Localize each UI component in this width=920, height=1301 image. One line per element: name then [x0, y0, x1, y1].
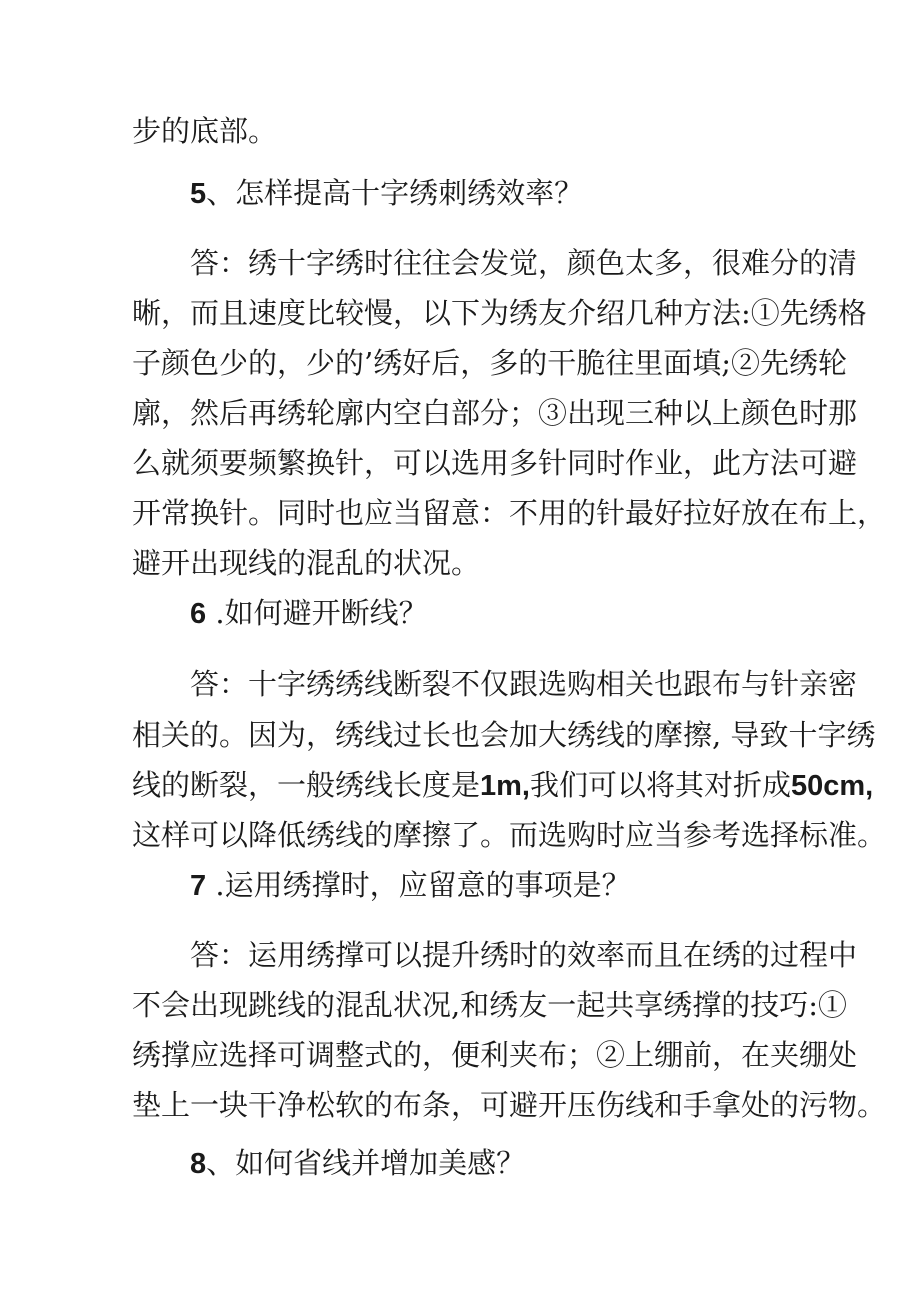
- question-6-heading: [190, 588, 812, 638]
- q7-answer-line-3: 绣撑应选择可调整式的，便利夹布；②上绷前，在夹绷处: [132, 1038, 858, 1072]
- q6-line3-part-c: 我们可以将其对折成: [530, 768, 792, 802]
- q5-answer-line-4: 廓，然后再绣轮廓内空白部分；③出现三种以上颜色时那: [132, 396, 858, 430]
- q5-answer-line-2: 晰，而且速度比较慢，以下为绣友介绍几种方法:①先绣格: [132, 296, 867, 330]
- q6-answer-line-4: 这样可以降低绣线的摩擦了。而选购时应当参考选择标准。: [132, 818, 887, 852]
- q6-length-1m: 1m,: [480, 770, 530, 802]
- question-6-title: .如何避开断线？: [206, 596, 428, 630]
- q5-answer-line-7: 避开出现线的混乱的状况。: [132, 546, 481, 580]
- q6-answer-line-1: 答：十字绣绣线断裂不仅跟选购相关也跟布与针亲密: [190, 667, 858, 701]
- q5-answer-line-1: 答：绣十字绣时往往会发觉，颜色太多，很难分的清: [190, 246, 858, 280]
- question-7-number: 7: [190, 870, 207, 902]
- q6-length-50cm: 50cm,: [791, 770, 874, 802]
- question-5-heading: [190, 168, 812, 218]
- question-7-heading: [190, 860, 812, 910]
- question-8-number: 8: [190, 1148, 207, 1180]
- intro-tail: 步的底部。: [132, 114, 278, 148]
- question-8-title: 、如何省线并增加美感？: [206, 1146, 526, 1180]
- q5-answer-line-6: 开常换针。同时也应当留意：不用的针最好拉好放在布上，: [132, 496, 887, 530]
- q6-line3-part-a: 线的断裂，一般绣线长度是: [132, 768, 481, 802]
- q6-answer-line-3: [132, 760, 874, 810]
- q5-answer-line-5: 么就须要频繁换针，可以选用多针同时作业，此方法可避: [132, 446, 858, 480]
- question-8-heading: [190, 1138, 812, 1188]
- q6-answer-line-2: 相关的。因为，绣线过长也会加大绣线的摩擦, 导致十字绣: [132, 718, 876, 752]
- question-6-number: 6: [190, 598, 207, 630]
- question-7-title: .运用绣撑时，应留意的事项是？: [206, 868, 631, 902]
- question-5-title: 、怎样提高十字绣刺绣效率？: [206, 176, 584, 210]
- q7-answer-line-1: 答：运用绣撑可以提升绣时的效率而且在绣的过程中: [190, 938, 858, 972]
- q7-answer-line-2: 不会出现跳线的混乱状况,和绣友一起共享绣撑的技巧:①: [132, 988, 847, 1022]
- q7-answer-line-4: 垫上一块干净松软的布条，可避开压伤线和手拿处的污物。: [132, 1088, 887, 1122]
- question-5-number: 5: [190, 178, 207, 210]
- q5-answer-line-3: 子颜色少的，少的’绣好后，多的干脆往里面填;②先绣轮: [132, 346, 847, 380]
